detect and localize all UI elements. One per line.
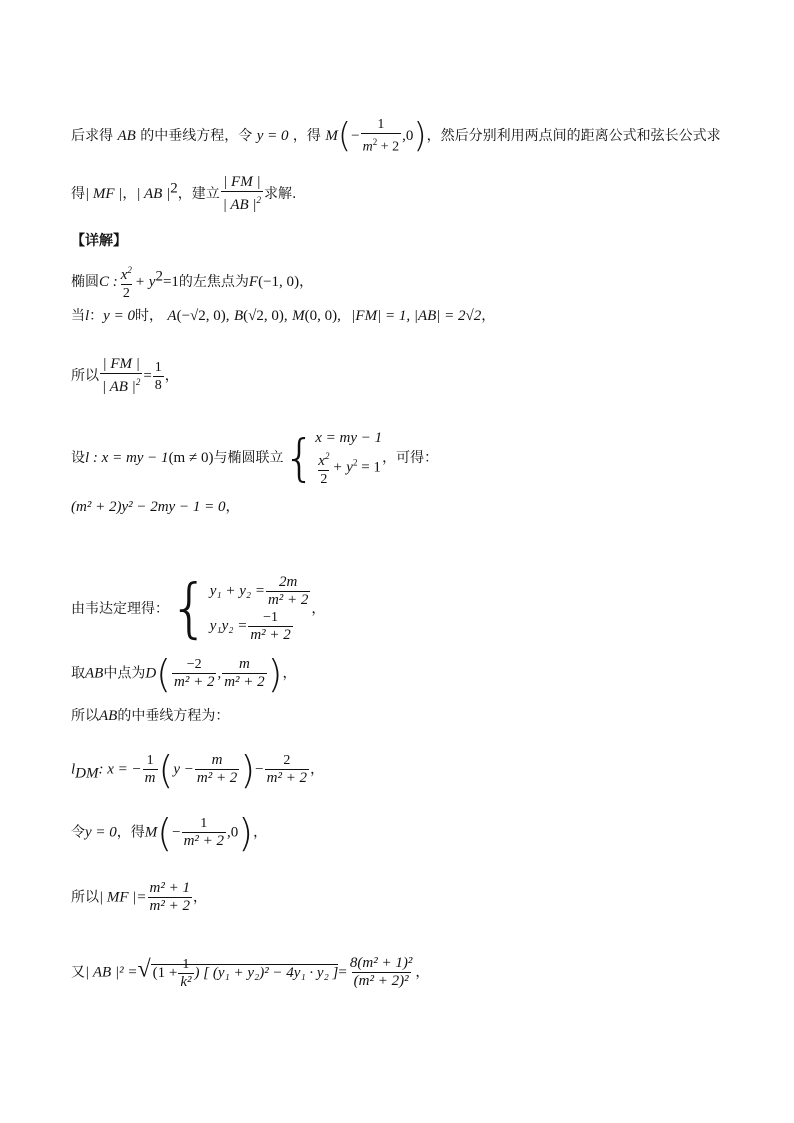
ldm-d3: m² + 2 xyxy=(266,770,308,786)
text-line-1: 后求得 AB 的中垂线方程，令 y = 0 ，得 M(− $\frac{1}{m^2 + 2}$ ,0)，然后分别利用两点间的距离公式和弦长公式求 xyxy=(71,115,721,156)
ellipse-frac xyxy=(119,262,134,302)
abres-n: 8(m² + 1)² xyxy=(349,955,413,971)
l1-pre: 后求得 xyxy=(71,127,113,144)
vieta-row1-num: 2m xyxy=(279,574,298,590)
vieta-row1-lhs: y₁ + y₂ = xyxy=(209,582,265,599)
abres-root-b: ) [ (y₁ + y₂)² − 4y₁ · y₂ ] xyxy=(194,964,339,981)
ldm-minus: − xyxy=(255,761,264,778)
l1-den-m: m xyxy=(362,139,373,155)
l1-fraction xyxy=(361,116,402,156)
ldm-end: ， xyxy=(310,761,325,778)
setl-system xyxy=(315,428,382,488)
vieta-row1 xyxy=(210,574,312,609)
abres-frac xyxy=(348,955,414,990)
ldm-n1: 1 xyxy=(146,753,154,768)
section-heading xyxy=(71,231,127,251)
ldm-x: : x = − xyxy=(98,761,142,778)
setl-mid: 与椭圆联立 xyxy=(213,450,284,466)
ldm-frac1 xyxy=(143,752,158,787)
vieta-row1-den: m² + 2 xyxy=(267,592,309,608)
setl-sys2-num: $x^2$ xyxy=(318,451,330,469)
vieta-row2 xyxy=(210,609,312,644)
mid-ab: AB xyxy=(85,665,104,682)
l1-comma: ，得 xyxy=(292,127,321,144)
when-B-coords: √2, 0 xyxy=(248,308,279,324)
l2-est: ，建立 xyxy=(177,186,220,202)
mid-frac2 xyxy=(222,656,266,691)
vieta-system xyxy=(210,574,312,644)
lety-lparen: ( xyxy=(157,810,173,855)
l1-zero: 0 xyxy=(405,127,414,144)
mid-n1: −2 xyxy=(186,657,202,672)
mid-end: ， xyxy=(282,665,297,682)
ratio-num: | FM | xyxy=(102,356,140,372)
l1-post: ，然后分别利用两点间的距离公式和弦长公式求 xyxy=(426,127,721,144)
lety-d: m² + 2 xyxy=(183,833,225,849)
when-colon: ： xyxy=(89,308,104,324)
mfres-d: m² + 2 xyxy=(149,898,190,914)
ratio-den-wrap: | AB $|^2$ xyxy=(100,373,142,396)
abres-pre: 又 xyxy=(71,964,85,981)
setl-sys1: x = my − 1 xyxy=(315,430,383,446)
mfres-pre: 所以 xyxy=(71,889,99,906)
mid-d2: m² + 2 xyxy=(224,674,265,690)
l2-fm-den: | AB | xyxy=(222,197,257,213)
ldm-frac3 xyxy=(265,752,309,787)
l1-minus: − xyxy=(351,127,360,144)
ldm-rparen: ) xyxy=(240,747,256,792)
lety-y0: y = 0 xyxy=(85,824,117,841)
ldm-sub: DM xyxy=(75,765,99,782)
ldm-l: l xyxy=(71,761,76,778)
mid-post: 中点为 xyxy=(103,665,146,682)
l2-fraction xyxy=(221,174,263,214)
heading-text: 【详解】 xyxy=(71,233,127,249)
l1-M: M xyxy=(325,127,338,144)
ratio-eq: = xyxy=(143,368,152,384)
when-M-coords: 0, 0 xyxy=(309,308,333,324)
ldm-n2: m xyxy=(211,752,223,768)
mid-D: D xyxy=(145,665,157,682)
ellipse-two: 2 xyxy=(122,286,130,301)
ratio-rden: 8 xyxy=(154,377,162,393)
when-y0: y = 0 xyxy=(103,308,135,324)
abres-kd: k² xyxy=(180,973,192,990)
vieta-row2-frac xyxy=(248,609,292,644)
when-end: ， xyxy=(481,308,496,324)
perp-ab: AB xyxy=(99,708,118,724)
l2-sep: ， xyxy=(122,186,137,202)
lety-zero: 0 xyxy=(230,824,239,841)
l1-mid: 的中垂线方程，令 xyxy=(140,127,253,144)
vieta-pre: 由韦达定理得： xyxy=(71,601,169,617)
vieta-line xyxy=(71,574,325,644)
ldm-y: y − xyxy=(173,761,194,778)
ellipse-C: C : xyxy=(99,274,118,290)
ldm-line xyxy=(71,747,325,792)
when-pre: 当 xyxy=(71,308,85,324)
mfres-end: ， xyxy=(192,889,207,906)
abres-end: ， xyxy=(415,964,430,981)
abres-root-a: (1 + xyxy=(152,964,178,981)
ellipse-frac-num: $x^2$ xyxy=(120,265,132,283)
ratio-end: ， xyxy=(164,368,179,384)
l2-fm-den-wrap: | AB $|^2$ xyxy=(221,191,263,214)
setl-cond: (m ≠ 0) xyxy=(168,450,214,466)
when-A-coords: −√2, 0 xyxy=(181,308,221,324)
l2-pre: 得 xyxy=(71,186,85,202)
mfres-frac xyxy=(148,880,192,915)
sqrt-sign: √ xyxy=(137,956,151,983)
quad-end: ， xyxy=(225,499,240,515)
abres-kn: 1 xyxy=(182,956,190,972)
lety-M: M xyxy=(144,824,158,841)
quadratic-line xyxy=(71,497,239,517)
l1-den-rest: + 2 xyxy=(380,139,400,155)
setl-pre: 设 xyxy=(71,450,85,466)
sqrt-body xyxy=(151,956,339,990)
ellipse-x: x xyxy=(120,267,128,283)
setl-sys2: $\frac{x^2}{2}$ + $y^2 = 1$ xyxy=(315,448,382,488)
l1-num: 1 xyxy=(377,117,385,132)
mid-pre: 取 xyxy=(71,665,85,682)
mid-d1: m² + 2 xyxy=(174,674,215,690)
l1-rparen: ) xyxy=(413,115,427,156)
ellipse-plus-y: + y xyxy=(134,274,156,290)
when-M: M xyxy=(292,308,305,324)
when-B: B xyxy=(233,308,244,324)
mid-n2: m xyxy=(239,656,250,672)
ratio-pre: 所以 xyxy=(71,368,99,384)
when-line: 当l：y = 0时， A(−√2, 0), B(√2, 0), M(0, 0), |FM| = 1, |AB| = 2√2， xyxy=(71,308,496,324)
ldm-d2: m² + 2 xyxy=(196,770,238,786)
lety-rparen: ) xyxy=(238,810,254,855)
ratio-rnum: 1 xyxy=(154,359,162,375)
lety-end: ， xyxy=(253,824,268,841)
ratio-frac xyxy=(100,356,142,396)
ldm-d1: m xyxy=(144,770,156,786)
perp-post: 的中垂线方程为： xyxy=(117,708,230,724)
lety-n: 1 xyxy=(200,816,208,831)
vieta-row2-num: −1 xyxy=(263,610,279,625)
setl-sys2-x: x xyxy=(318,453,325,469)
vieta-end: ， xyxy=(311,601,326,617)
l1-y0: y = 0 xyxy=(256,127,289,144)
abres-kfrac xyxy=(178,956,193,991)
ldm-lparen: ( xyxy=(158,747,174,792)
quad-expr: (m² + 2)y² − 2my − 1 = 0 xyxy=(71,499,226,515)
setl-expr: l : x = my − 1 xyxy=(85,450,169,466)
setl-brace: { xyxy=(283,429,316,487)
text-line-2: 得| MF |，| AB $|^2$，建立 $\frac{| FM |}{| AB |^2}$ 求解. xyxy=(71,174,297,213)
ellipse-coords: −1, 0 xyxy=(263,274,295,290)
lety-line: 令y = 0，得M(− $\frac{1}{\text{m² + 2}}$ ,0)， xyxy=(71,810,268,855)
abres-ab: | AB |² = xyxy=(85,964,138,981)
when-shi: 时， xyxy=(134,308,163,324)
midpoint-line: 取AB中点为D( $\frac{-2}{\text{m² + 2}}$ , $\frac{m}{\text{m² + 2}}$ )， xyxy=(71,651,297,696)
setl-sys2-eq: = 1 xyxy=(361,459,381,476)
ellipse-F: F xyxy=(248,274,259,290)
vieta-brace: { xyxy=(169,572,210,646)
perp-line xyxy=(71,706,229,726)
l2-ab: | AB | xyxy=(136,186,171,202)
mfres-mf: | MF |= xyxy=(99,889,147,906)
mf-line xyxy=(71,880,207,915)
ratio-line xyxy=(71,356,179,396)
mid-rparen: ) xyxy=(267,651,283,696)
setl-sys2-rest: + y xyxy=(332,459,353,476)
when-fm: |FM| = 1, |AB| = 2√2 xyxy=(351,308,482,324)
lety-comma: ，得 xyxy=(116,824,145,841)
ab-line xyxy=(71,955,429,991)
setl-post: ，可得： xyxy=(382,450,439,466)
vieta-row2-lhs: y₁y₂ = xyxy=(209,617,248,634)
l2-mf: | MF | xyxy=(85,186,123,202)
vieta-row1-frac xyxy=(266,574,310,609)
setl-sys2-frac: $\frac{x^2}{2}$ xyxy=(316,448,331,488)
mfres-n: m² + 1 xyxy=(149,880,190,896)
mid-frac1 xyxy=(172,656,216,691)
l2-post: 求解. xyxy=(264,186,297,202)
l1-ab: AB xyxy=(117,127,136,144)
mid-lparen: ( xyxy=(156,651,171,696)
perp-pre: 所以 xyxy=(71,708,99,724)
lety-pre: 令 xyxy=(71,824,85,841)
ratio-den: | AB | xyxy=(102,379,136,395)
setl-line xyxy=(71,428,438,488)
ellipse-eq1: =1 xyxy=(162,274,179,290)
ellipse-pre: 椭圆 xyxy=(71,274,99,290)
when-l: l xyxy=(85,308,90,324)
when-A: A xyxy=(167,308,177,324)
ldm-frac2 xyxy=(195,752,239,787)
l2-fm-num: | FM | xyxy=(223,174,261,190)
l1-den: $m^2 + 2$ xyxy=(361,133,402,156)
ldm-n3: 2 xyxy=(283,753,291,768)
ellipse-post: 的左焦点为 xyxy=(178,274,249,290)
abres-eq: = xyxy=(338,964,347,981)
abres-d: (m² + 2)² xyxy=(353,973,409,989)
lety-frac xyxy=(182,815,226,850)
ellipse-end: ， xyxy=(299,274,314,290)
ellipse-line: 椭圆C : $\frac{x^2}{2}$ + $y^2=1$的左焦点为F(−1, 0)， xyxy=(71,262,313,302)
ratio-result xyxy=(153,359,164,394)
l1-lparen: ( xyxy=(337,115,352,156)
vieta-row2-den: m² + 2 xyxy=(250,627,291,643)
